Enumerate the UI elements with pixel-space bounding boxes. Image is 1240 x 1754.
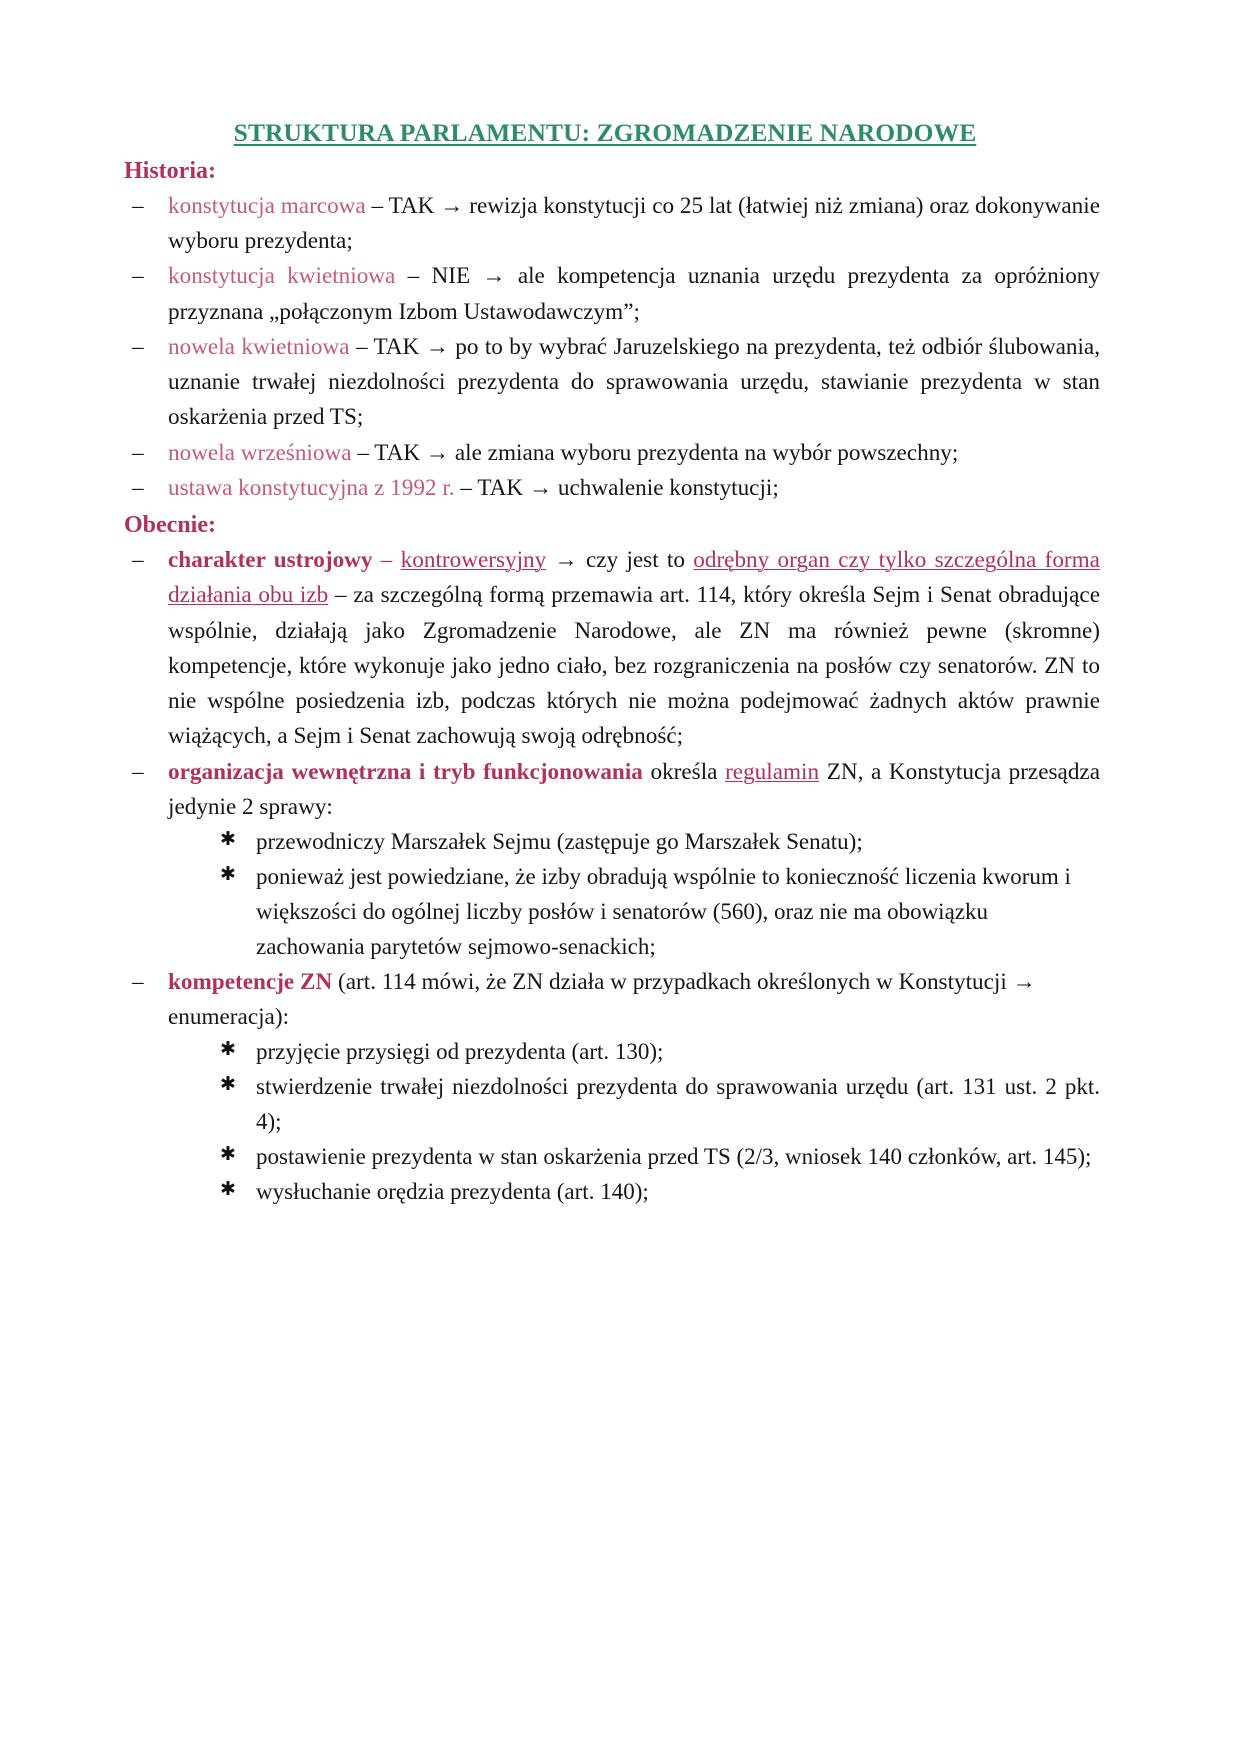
underline-odrebny-organ: odrębny organ czy tylko szczególna forma działania obu izb <box>168 546 1100 609</box>
term-nowela-wrzesniowa: nowela wrześniowa <box>168 439 352 466</box>
list-item-text: – NIE → ale kompetencja uznania urzędu prezydenta za opróżniony przyznana „połączonym Izbom Ustawodawczym”; <box>168 263 1100 325</box>
historia-list <box>124 189 1100 506</box>
obecnie-list <box>124 543 1100 1210</box>
list-item <box>124 471 1100 506</box>
list-item <box>124 259 1100 330</box>
sub-list-item-text: postawienie prezydenta w stan oskarżenia przed TS (2/3, wniosek 140 członków, art. 145); <box>256 1144 1092 1170</box>
sub-list-item <box>212 860 1100 965</box>
sub-list-item-text: stwierdzenie trwałej niezdolności prezydenta do sprawowania urzędu (art. 131 ust. 2 pkt. 4); <box>256 1074 1100 1135</box>
list-item-text: – TAK → po to by wybrać Jaruzelskiego na prezydenta, też odbiór ślubowania, uznanie trwałej niezdolności prezydenta do sprawowania urzędu, stawianie prezydenta w stan oskarżenia przed TS; <box>168 333 1101 431</box>
list-item <box>124 330 1100 436</box>
term-konstytucja-marcowa: konstytucja marcowa <box>168 192 366 219</box>
term-konstytucja-kwietniowa: konstytucja kwietniowa <box>168 263 396 290</box>
sub-list-item-text: przewodniczy Marszałek Sejmu (zastępuje go Marszałek Senatu); <box>256 829 863 855</box>
sub-list-item-text: ponieważ jest powiedziane, że izby obradują wspólnie to konieczność liczenia kworum i większości do ogólnej liczby posłów i senatorów (560), oraz nie ma obowiązku zachowania parytetów sejmowo-senackich; <box>256 864 1071 959</box>
term-kompetencje-zn: kompetencje ZN <box>168 968 333 995</box>
text-czy-jest-to: → czy jest to <box>546 546 694 573</box>
text-okresla: określa <box>642 758 726 785</box>
sub-list-item <box>212 1140 1100 1175</box>
page-title: STRUKTURA PARLAMENTU: ZGROMADZENIE NARODOWE <box>233 118 977 147</box>
sub-list-item-text: wysłuchanie orędzia prezydenta (art. 140); <box>256 1179 649 1205</box>
organizacja-sublist <box>168 825 1100 965</box>
term-organizacja-wewnetrzna: organizacja wewnętrzna i tryb funkcjonowania <box>168 758 643 785</box>
list-item <box>124 436 1100 471</box>
underline-kontrowersyjny: kontrowersyjny <box>400 546 547 573</box>
sub-list-item <box>212 1175 1100 1210</box>
term-nowela-kwietniowa: nowela kwietniowa <box>168 333 350 360</box>
section-heading-historia: Historia: <box>124 158 216 184</box>
list-item-charakter-ustrojowy <box>124 543 1100 755</box>
list-item-kompetencje-zn <box>124 965 1100 1210</box>
sub-list-item <box>212 1070 1100 1140</box>
sub-list-item <box>212 1035 1100 1070</box>
sub-list-item-text: przyjęcie przysięgi od prezydenta (art. 130); <box>256 1039 664 1065</box>
list-item-text: – za szczególną formą przemawia art. 114, który określa Sejm i Senat obradujące wspólnie, działają jako Zgromadzenie Narodowe, ale ZN ma również pewne (skromne) kompetencje, które wykonuje jako jedno ciało, bez rozgraniczenia na posłów czy senatorów. ZN to nie wspólne posiedzenia izb, podczas których nie można podejmować żadnych aktów prawnie wiążących, a Sejm i Senat zachowują swoją odrębność; <box>168 582 1100 750</box>
list-item-organizacja-wewnetrzna <box>124 755 1100 965</box>
list-item <box>124 189 1100 260</box>
kompetencje-sublist <box>168 1035 1100 1210</box>
separator-dash: – <box>372 546 401 573</box>
list-item-text: ZN, a Konstytucja przesądza jedynie 2 sprawy: <box>168 758 1100 820</box>
list-item-text: (art. 114 mówi, że ZN działa w przypadkach określonych w Konstytucji → enumeracja): <box>168 968 1036 1031</box>
term-ustawa-konstytucyjna-1992: ustawa konstytucyjna z 1992 r. <box>168 474 455 501</box>
sub-list-item <box>212 825 1100 860</box>
term-charakter-ustrojowy: charakter ustrojowy <box>168 546 373 573</box>
list-item-text: – TAK → rewizja konstytucji co 25 lat (łatwiej niż zmiana) oraz dokonywanie wyboru prezydenta; <box>168 192 1100 255</box>
list-item-text: – TAK → ale zmiana wyboru prezydenta na wybór powszechny; <box>351 439 959 466</box>
underline-regulamin: regulamin <box>725 758 820 785</box>
section-heading-obecnie: Obecnie: <box>124 512 216 539</box>
list-item-text: – TAK → uchwalenie konstytucji; <box>454 474 779 501</box>
